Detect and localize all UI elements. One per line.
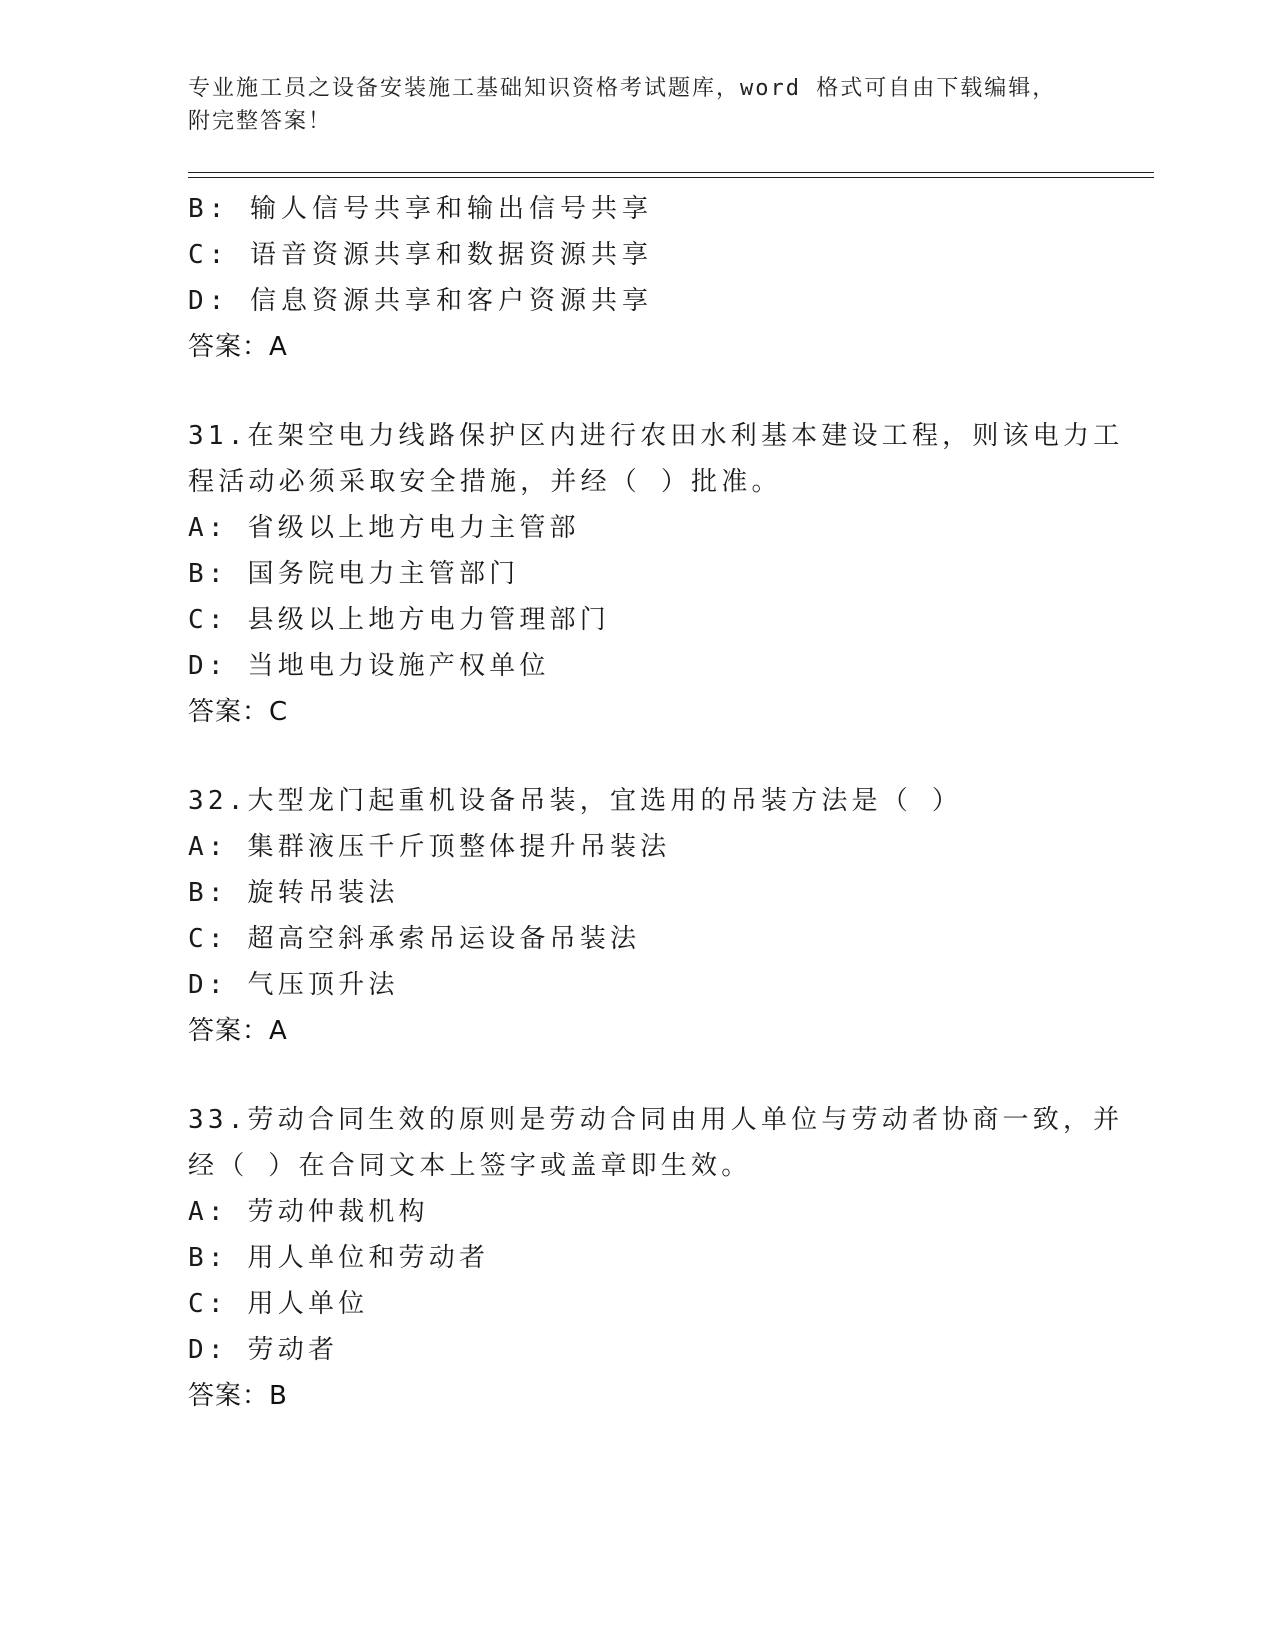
option-b: B: 国务院电力主管部门 [188,559,520,589]
question-stem-line: 32.大型龙门起重机设备吊装，宜选用的吊装方法是（ ） [188,786,963,816]
question-stem-line: 程活动必须采取安全措施，并经（ ）批准。 [188,467,782,497]
answer-line: 答案：A [188,1016,288,1046]
option-d: D: 当地电力设施产权单位 [188,651,550,681]
question-33 [188,1097,1124,1419]
header-rule-top [188,172,1154,173]
option-a: A: 省级以上地方电力主管部 [188,513,580,543]
question-list [188,186,1124,1419]
option-c: C: 用人单位 [188,1289,369,1319]
option-c: C: 语音资源共享和数据资源共享 [188,240,653,270]
question-stem-line: 经（ ）在合同文本上签字或盖章即生效。 [188,1151,752,1181]
question-stem-line: 31.在架空电力线路保护区内进行农田水利基本建设工程，则该电力工 [188,421,1124,451]
answer-line: 答案：B [188,1381,288,1411]
option-c: C: 超高空斜承索吊运设备吊装法 [188,924,641,954]
option-b: B: 用人单位和劳动者 [188,1243,490,1273]
header-rule-bottom [188,177,1154,178]
option-a: A: 集群液压千斤顶整体提升吊装法 [188,832,671,862]
option-d: D: 气压顶升法 [188,970,399,1000]
answer-line: 答案：A [188,332,288,362]
question-31 [188,413,1124,735]
option-d: D: 劳动者 [188,1335,339,1365]
option-d: D: 信息资源共享和客户资源共享 [188,286,653,316]
header-line-2: 附完整答案！ [188,109,333,134]
option-b: B: 旋转吊装法 [188,878,399,908]
option-b: B: 输人信号共享和输出信号共享 [188,194,653,224]
page-header [188,72,1068,138]
option-c: C: 县级以上地方电力管理部门 [188,605,610,635]
option-a: A: 劳动仲裁机构 [188,1197,429,1227]
carryover-question [188,186,1088,370]
question-stem-line: 33.劳动合同生效的原则是劳动合同由用人单位与劳动者协商一致，并 [188,1105,1124,1135]
answer-line: 答案：C [188,697,289,727]
question-32 [188,778,1088,1054]
header-line-1: 专业施工员之设备安装施工基础知识资格考试题库，word 格式可自由下载编辑， [188,76,1057,101]
